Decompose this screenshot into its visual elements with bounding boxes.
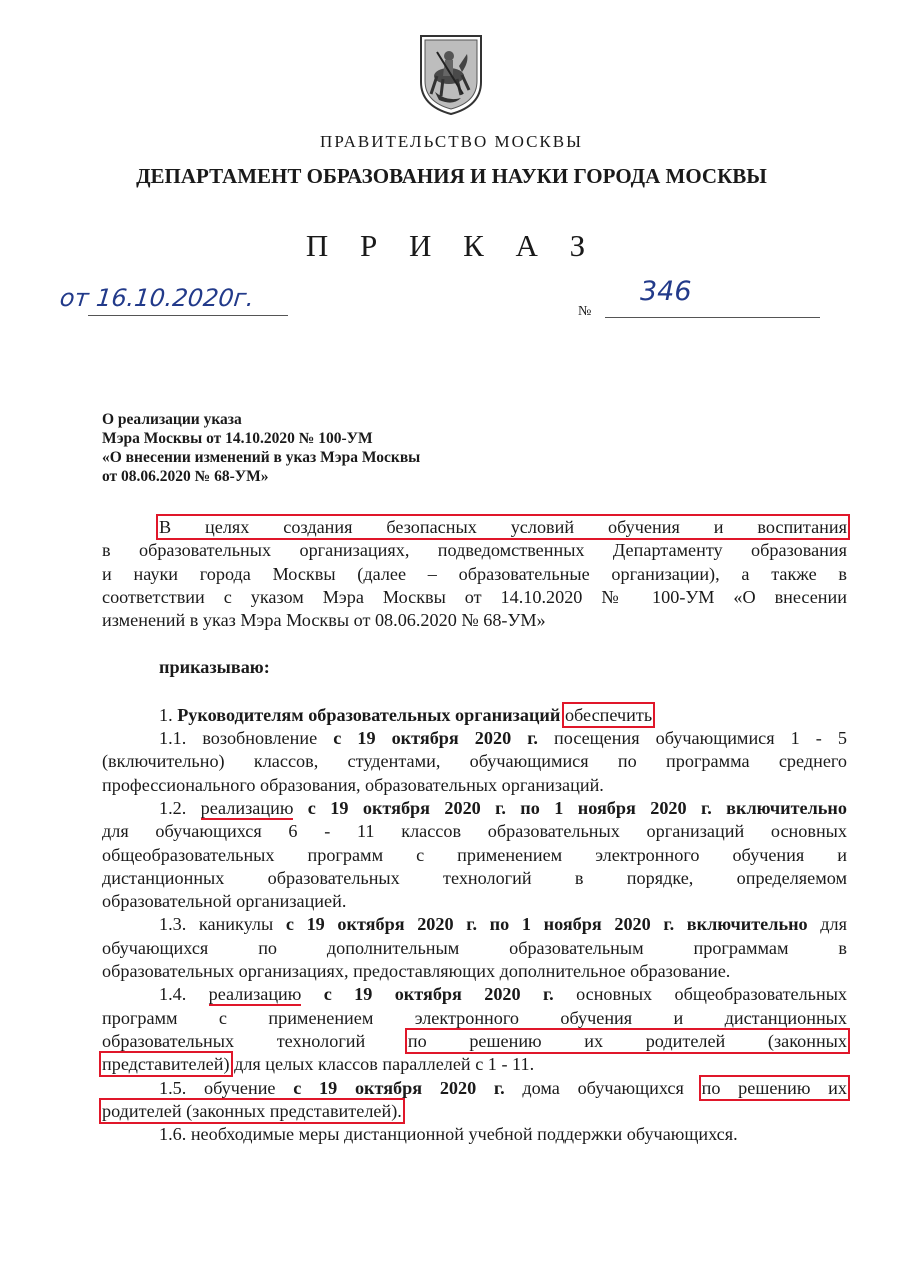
highlight-box: представителей)	[102, 1054, 230, 1075]
preamble-line: в образовательных организациях, подведомственных Департаменту образования	[102, 540, 847, 561]
item-text: основных общеобразовательных	[553, 984, 848, 1005]
highlight-box: родителей (законных представителей).	[102, 1100, 402, 1121]
item-1	[102, 704, 847, 727]
document-type-title: П Р И К А З	[305, 228, 598, 263]
highlight-box: по решению их	[701, 1077, 848, 1098]
item-text: для	[807, 914, 847, 935]
item-text: 1.3. каникулы	[159, 914, 286, 935]
item-line	[102, 1100, 847, 1123]
subject-line: О реализации указа	[102, 411, 242, 428]
item-1-5	[102, 1077, 847, 1100]
highlight-box: по решению их родителей (законных	[407, 1030, 847, 1051]
item-1-6: 1.6. необходимые меры дистанционной учебной поддержки обучающихся.	[159, 1124, 738, 1145]
item-text: образовательных технологий	[102, 1030, 408, 1051]
subject-line: Мэра Москвы от 14.10.2020 № 100-УМ	[102, 430, 373, 447]
order-subject	[102, 410, 420, 486]
item-text: посещения обучающимися 1 - 5	[537, 728, 847, 749]
item-text: 1.1. возобновление	[159, 728, 334, 749]
item-bold-text: с 19 октября 2020 г. по 1 ноября 2020 г. включительно	[293, 797, 847, 818]
item-line: программ с применением электронного обучения и дистанционных	[102, 1007, 847, 1028]
moscow-coat-of-arms-icon	[417, 32, 485, 116]
item-text: 1.5. обучение	[159, 1077, 294, 1098]
handwritten-date: от 16.10.2020г.	[58, 284, 256, 312]
preamble-line: изменений в указ Мэра Москвы от 08.06.2020 № 68-УМ»	[102, 610, 546, 631]
order-body	[102, 516, 847, 1146]
underlined-word: реализацию	[200, 797, 294, 818]
order-word: приказываю:	[159, 657, 270, 678]
item-bold-text: с 19 октября 2020 г.	[301, 984, 554, 1005]
number-underline	[605, 317, 820, 318]
item-1-1	[102, 727, 847, 750]
department-title: ДЕПАРТАМЕНТ ОБРАЗОВАНИЯ И НАУКИ ГОРОДА МОСКВЫ	[136, 164, 767, 188]
underlined-word: реализацию	[208, 984, 302, 1005]
date-underline	[88, 315, 288, 316]
highlight-box: обеспечить	[564, 704, 653, 725]
preamble-line	[102, 516, 847, 539]
item-line: обучающихся по дополнительным образовательным программам в	[102, 937, 847, 958]
item-bold-text: с 19 октября 2020 г. по 1 ноября 2020 г. включительно	[285, 914, 808, 935]
number-label: №	[578, 304, 592, 319]
item-bold-text: Руководителям образовательных организаций	[177, 704, 561, 725]
preamble-line: соответствии с указом Мэра Москвы от 14.10.2020 № 100-УМ «О внесении	[102, 586, 847, 607]
item-text: для целых классов параллелей с 1 - 11.	[229, 1054, 535, 1075]
preamble-line: и науки города Москвы (далее – образовательные организации), а также в	[102, 563, 847, 584]
item-line	[102, 1030, 847, 1053]
item-line: образовательных организациях, предоставляющих дополнительное образование.	[102, 961, 731, 982]
item-1-3	[102, 913, 847, 936]
item-number: 1.4.	[159, 984, 209, 1005]
item-line: дистанционных образовательных технологий в порядке, определяемом	[102, 867, 847, 888]
item-line: профессионального образования, образовательных организаций.	[102, 774, 604, 795]
highlight-box: В целях создания безопасных условий обучения и воспитания	[159, 517, 847, 537]
subject-line: «О внесении изменений в указ Мэра Москвы	[102, 449, 421, 466]
item-bold-text: с 19 октября 2020 г.	[333, 728, 538, 749]
item-text: дома обучающихся	[504, 1077, 702, 1098]
item-line: образовательной организацией.	[102, 891, 347, 912]
handwritten-number: 346	[640, 276, 692, 307]
item-1-2	[102, 797, 847, 820]
item-line	[102, 1053, 847, 1076]
item-line: для обучающихся 6 - 11 классов образовательных организаций основных	[102, 821, 847, 842]
item-bold-text: с 19 октября 2020 г.	[293, 1077, 505, 1098]
item-1-4	[102, 983, 847, 1006]
item-line: (включительно) классов, студентами, обучающимися по программа среднего	[102, 751, 847, 772]
item-number: 1.2.	[159, 797, 201, 818]
subject-line: от 08.06.2020 № 68-УМ»	[102, 468, 269, 485]
item-number: 1.	[159, 704, 178, 725]
government-title: ПРАВИТЕЛЬСТВО МОСКВЫ	[320, 132, 583, 151]
item-line: общеобразовательных программ с применением электронного обучения и	[102, 844, 847, 865]
